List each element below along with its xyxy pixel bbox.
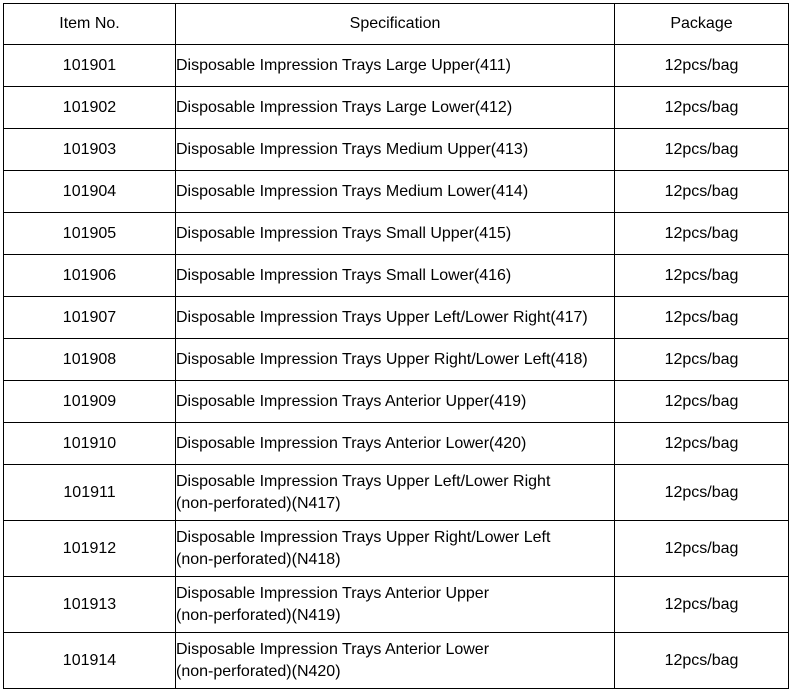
table-row [4, 87, 789, 129]
table-header-row [4, 4, 789, 45]
table-row [4, 213, 789, 255]
specification-cell [176, 171, 615, 213]
header-package: Package [615, 4, 789, 45]
package-cell: 12pcs/bag [615, 129, 789, 171]
specification-cell [176, 87, 615, 129]
specification-line: Disposable Impression Trays Anterior Lower [176, 640, 490, 658]
item-number-cell: 101904 [4, 171, 176, 213]
package-cell: 12pcs/bag [615, 339, 789, 381]
table-row [4, 521, 789, 577]
item-number-cell: 101902 [4, 87, 176, 129]
specification-cell [176, 381, 615, 423]
specification-line: Disposable Impression Trays Medium Lower(414) [176, 182, 529, 200]
specification-line: (non-perforated)(N419) [176, 606, 341, 624]
item-number-cell: 101914 [4, 633, 176, 689]
package-cell: 12pcs/bag [615, 255, 789, 297]
specification-line: Disposable Impression Trays Anterior Lower(420) [176, 434, 527, 452]
item-number-cell: 101908 [4, 339, 176, 381]
item-number-cell: 101903 [4, 129, 176, 171]
specification-line: Disposable Impression Trays Anterior Upper [176, 584, 490, 602]
specification-line: Disposable Impression Trays Small Upper(415) [176, 224, 512, 242]
item-number-cell: 101905 [4, 213, 176, 255]
package-cell: 12pcs/bag [615, 633, 789, 689]
specification-cell [176, 339, 615, 381]
table-row [4, 297, 789, 339]
item-number-cell: 101912 [4, 521, 176, 577]
package-cell: 12pcs/bag [615, 577, 789, 633]
specification-line: Disposable Impression Trays Upper Left/Lower Right [176, 472, 551, 490]
table-row [4, 423, 789, 465]
specification-line: Disposable Impression Trays Large Lower(412) [176, 98, 513, 116]
table-row [4, 129, 789, 171]
item-number-cell: 101906 [4, 255, 176, 297]
specification-cell [176, 423, 615, 465]
item-number-cell: 101910 [4, 423, 176, 465]
specification-line: Disposable Impression Trays Upper Right/Lower Left [176, 528, 551, 546]
specification-line: Disposable Impression Trays Small Lower(416) [176, 266, 512, 284]
specification-line: Disposable Impression Trays Medium Upper(413) [176, 140, 529, 158]
table-row [4, 465, 789, 521]
package-cell: 12pcs/bag [615, 45, 789, 87]
item-number-cell: 101911 [4, 465, 176, 521]
specification-cell [176, 129, 615, 171]
specification-cell [176, 213, 615, 255]
table-row [4, 381, 789, 423]
package-cell: 12pcs/bag [615, 381, 789, 423]
package-cell: 12pcs/bag [615, 213, 789, 255]
specification-cell [176, 577, 615, 633]
specification-cell [176, 633, 615, 689]
specification-line: Disposable Impression Trays Anterior Upper(419) [176, 392, 527, 410]
specification-line: (non-perforated)(N418) [176, 550, 341, 568]
specification-line: Disposable Impression Trays Upper Right/Lower Left(418) [176, 350, 588, 368]
table-row [4, 255, 789, 297]
table-row [4, 633, 789, 689]
header-specification: Specification [176, 4, 615, 45]
table-body [4, 45, 789, 689]
package-cell: 12pcs/bag [615, 87, 789, 129]
specification-line: Disposable Impression Trays Upper Left/Lower Right(417) [176, 308, 588, 326]
table-row [4, 45, 789, 87]
item-number-cell: 101901 [4, 45, 176, 87]
package-cell: 12pcs/bag [615, 465, 789, 521]
table-row [4, 577, 789, 633]
item-number-cell: 101907 [4, 297, 176, 339]
specification-cell [176, 45, 615, 87]
specification-line: (non-perforated)(N420) [176, 662, 341, 680]
table-row [4, 171, 789, 213]
specification-cell [176, 465, 615, 521]
item-number-cell: 101909 [4, 381, 176, 423]
table-row [4, 339, 789, 381]
specification-cell [176, 297, 615, 339]
specification-line: (non-perforated)(N417) [176, 494, 341, 512]
specification-cell [176, 521, 615, 577]
item-number-cell: 101913 [4, 577, 176, 633]
package-cell: 12pcs/bag [615, 297, 789, 339]
package-cell: 12pcs/bag [615, 171, 789, 213]
package-cell: 12pcs/bag [615, 423, 789, 465]
specification-line: Disposable Impression Trays Large Upper(411) [176, 56, 511, 74]
specification-cell [176, 255, 615, 297]
product-table [3, 3, 789, 689]
package-cell: 12pcs/bag [615, 521, 789, 577]
header-item-no: Item No. [4, 4, 176, 45]
